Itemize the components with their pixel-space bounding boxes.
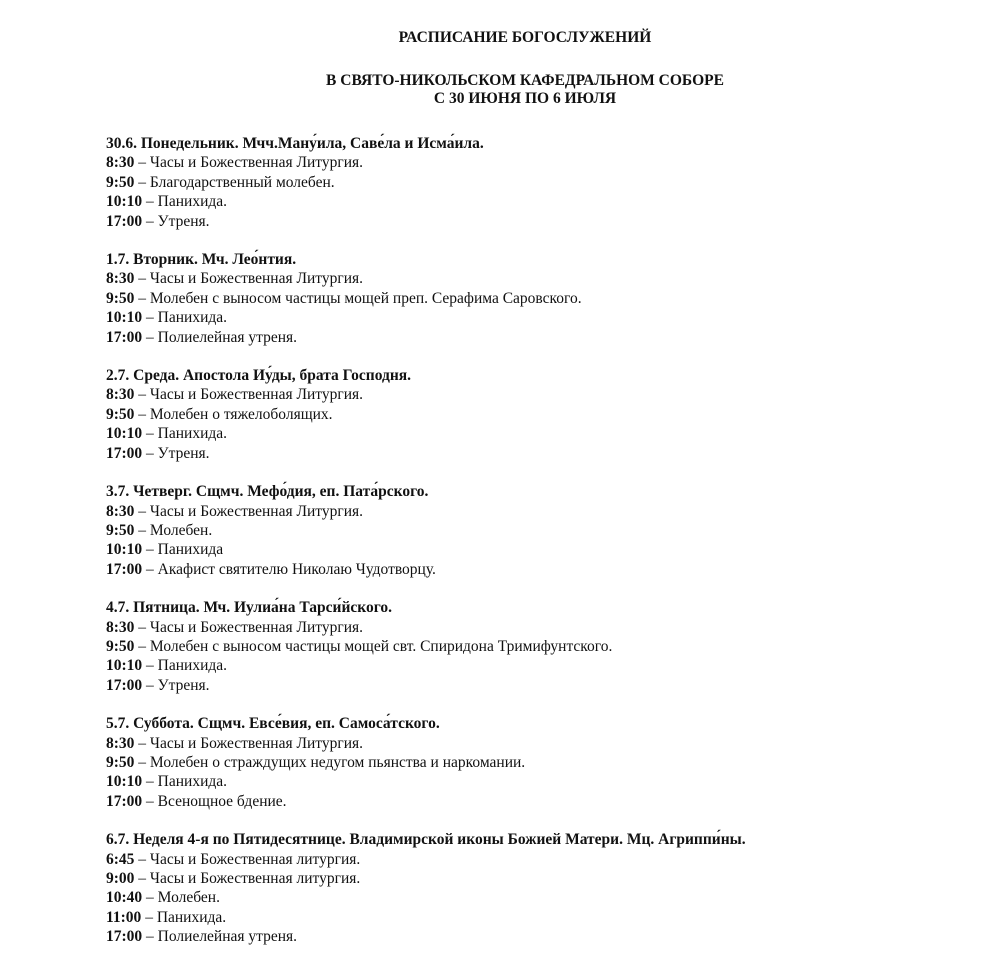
service-entry xyxy=(106,424,986,443)
service-entry xyxy=(106,269,986,288)
service-description: – Панихида. xyxy=(142,657,228,675)
service-description: – Полиелейная утреня. xyxy=(142,328,298,346)
service-time: 10:10 xyxy=(106,657,143,675)
service-entry xyxy=(106,792,986,811)
day-heading: 30.6. Понедельник. Мчч.Ману́ила, Саве́ла и Исма́ила. xyxy=(106,135,484,152)
service-time: 8:30 xyxy=(106,270,135,288)
service-description: – Утреня. xyxy=(142,676,210,694)
service-time: 9:50 xyxy=(106,289,135,307)
day-block xyxy=(106,482,986,579)
document-title: РАСПИСАНИЕ БОГОСЛУЖЕНИЙ xyxy=(398,29,652,46)
service-description: – Панихида. xyxy=(141,908,227,926)
day-heading: 5.7. Суббота. Сщмч. Евсе́вия, еп. Самоса́тского. xyxy=(106,715,440,733)
service-description: – Часы и Божественная Литургия. xyxy=(134,154,364,172)
service-time: 9:00 xyxy=(106,870,135,887)
service-time: 17:00 xyxy=(106,444,143,462)
service-description: – Молебен о тяжелоболящих. xyxy=(134,405,333,423)
service-time: 8:30 xyxy=(106,386,135,404)
service-description: – Молебен. xyxy=(134,521,213,539)
service-description: – Молебен. xyxy=(142,889,220,907)
service-entry xyxy=(106,656,986,675)
service-entry xyxy=(106,772,986,791)
service-time: 10:10 xyxy=(106,541,143,559)
service-description: – Панихида. xyxy=(142,425,228,443)
service-description: – Благодарственный молебен. xyxy=(134,173,335,191)
service-description: – Акафист святителю Николаю Чудотворцу. xyxy=(142,560,436,578)
service-description: – Молебен с выносом частицы мощей свт. Спиридона Тримифунтского. xyxy=(134,637,613,655)
service-time: 17:00 xyxy=(106,328,143,346)
service-time: 8:30 xyxy=(106,734,135,752)
service-entry xyxy=(106,908,986,927)
service-time: 10:40 xyxy=(106,889,143,907)
service-time: 9:50 xyxy=(106,405,135,423)
day-block xyxy=(106,366,986,463)
service-entry xyxy=(106,927,986,946)
service-entry xyxy=(106,888,986,907)
service-time: 8:30 xyxy=(106,618,135,636)
service-description: – Утреня. xyxy=(142,444,210,462)
service-entry xyxy=(106,540,986,559)
service-description: – Молебен с выносом частицы мощей преп. Серафима Саровского. xyxy=(134,289,582,307)
schedule-list xyxy=(106,134,986,966)
service-time: 9:50 xyxy=(106,753,135,771)
service-description: – Панихида. xyxy=(142,309,228,327)
service-time: 17:00 xyxy=(106,212,143,230)
service-entry xyxy=(106,153,986,172)
service-description: – Молебен о страждущих недугом пьянства и наркомании. xyxy=(134,753,526,771)
service-time: 10:10 xyxy=(106,773,143,791)
service-entry xyxy=(106,192,986,211)
service-time: 6:45 xyxy=(106,850,135,868)
service-entry xyxy=(106,869,986,888)
service-entry xyxy=(106,444,986,463)
day-block xyxy=(106,250,986,347)
service-entry xyxy=(106,173,986,192)
day-block xyxy=(106,134,986,231)
service-description: – Панихида xyxy=(142,541,224,559)
service-time: 17:00 xyxy=(106,928,143,946)
day-heading: 4.7. Пятница. Мч. Иулиа́на Тарси́йского. xyxy=(106,599,393,617)
service-description: – Часы и Божественная Литургия. xyxy=(134,734,364,752)
service-time: 9:50 xyxy=(106,173,135,191)
service-entry xyxy=(106,385,986,404)
service-description: – Всенощное бдение. xyxy=(142,792,287,810)
day-heading: 2.7. Среда. Апостола Иу́ды, брата Господня. xyxy=(106,367,412,385)
day-block xyxy=(106,598,986,695)
service-entry xyxy=(106,521,986,540)
service-description: – Панихида. xyxy=(142,773,228,791)
day-block xyxy=(106,714,986,811)
service-entry xyxy=(106,734,986,753)
service-entry xyxy=(106,618,986,637)
day-block xyxy=(106,830,986,946)
service-time: 9:50 xyxy=(106,637,135,655)
day-heading: 6.7. Неделя 4-я по Пятидесятнице. Владимирской иконы Божией Матери. Мц. Агриппи́ны. xyxy=(106,831,746,849)
service-entry xyxy=(106,212,986,231)
service-description: – Часы и Божественная Литургия. xyxy=(134,618,364,636)
service-entry xyxy=(106,308,986,327)
day-heading: 3.7. Четверг. Сщмч. Мефо́дия, еп. Пата́рского. xyxy=(106,483,429,501)
service-description: – Часы и Божественная Литургия. xyxy=(134,502,364,520)
service-entry xyxy=(106,637,986,656)
service-time: 11:00 xyxy=(106,908,142,926)
day-heading: 1.7. Вторник. Мч. Лео́нтия. xyxy=(106,251,297,269)
service-entry xyxy=(106,328,986,347)
service-description: – Полиелейная утреня. xyxy=(142,928,298,946)
service-description: – Панихида. xyxy=(142,193,228,211)
service-time: 17:00 xyxy=(106,560,143,578)
service-time: 17:00 xyxy=(106,676,143,694)
service-description: – Часы и Божественная Литургия. xyxy=(134,270,364,288)
service-entry xyxy=(106,502,986,521)
service-entry xyxy=(106,676,986,695)
document-subtitle-cathedral: В СВЯТО-НИКОЛЬСКОМ КАФЕДРАЛЬНОМ СОБОРЕ xyxy=(326,72,724,89)
service-time: 10:10 xyxy=(106,425,143,443)
service-description: – Утреня. xyxy=(142,212,210,230)
service-time: 10:10 xyxy=(106,309,143,327)
service-entry xyxy=(106,405,986,424)
service-description: – Часы и Божественная литургия. xyxy=(134,850,361,868)
service-time: 10:10 xyxy=(106,193,143,211)
service-entry xyxy=(106,560,986,579)
service-description: – Часы и Божественная литургия. xyxy=(134,870,361,887)
document-subtitle-dates: С 30 ИЮНЯ ПО 6 ИЮЛЯ xyxy=(433,90,617,107)
service-entry xyxy=(106,850,986,869)
service-time: 17:00 xyxy=(106,792,143,810)
service-time: 8:30 xyxy=(106,502,135,520)
service-time: 9:50 xyxy=(106,521,135,539)
service-time: 8:30 xyxy=(106,154,135,172)
service-entry xyxy=(106,753,986,772)
service-entry xyxy=(106,289,986,308)
service-description: – Часы и Божественная Литургия. xyxy=(134,386,364,404)
